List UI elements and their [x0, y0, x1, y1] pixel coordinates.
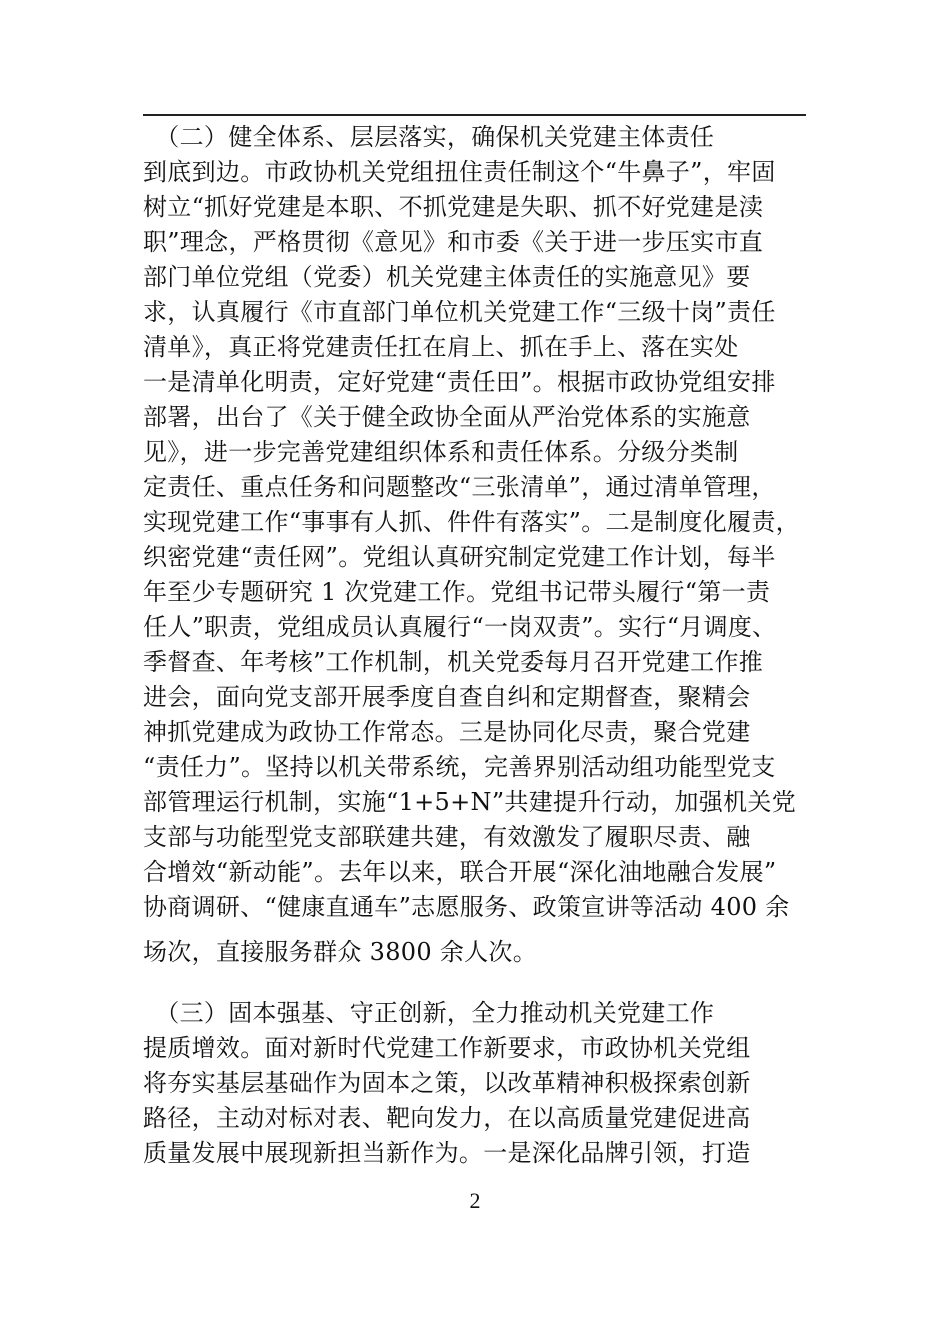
text-line: 清单》，真正将党建责任扛在肩上、抓在手上、落在实处	[143, 333, 739, 361]
text-line: 织密党建“责任网”。党组认真研究制定党建工作计划，每半	[143, 543, 776, 571]
page-number: 2	[469, 1188, 481, 1213]
text-line: （二）健全体系、层层落实，确保机关党建主体责任	[143, 123, 715, 151]
text-line: 职”理念，严格贯彻《意见》和市委《关于进一步压实市直	[143, 228, 764, 256]
text-line: 任人”职责，党组成员认真履行“一岗双责”。实行“月调度、	[143, 613, 777, 641]
header-rule	[143, 114, 806, 116]
text-line: 到底到边。市政协机关党组扭住责任制这个“牛鼻子”，牢固	[143, 158, 776, 186]
text-line: 合增效“新动能”。去年以来，联合开展“深化油地融合发展”	[143, 858, 777, 886]
text-line: 季督查、年考核”工作机制，机关党委每月召开党建工作推	[143, 648, 764, 676]
paragraph-spacer	[143, 970, 806, 996]
text-line: 协商调研、“健康直通车”志愿服务、政策宣讲等活动 400 余	[143, 893, 790, 921]
text-line: 路径，主动对标对表、靶向发力，在以高质量党建促进高	[143, 1104, 751, 1132]
text-line: 进会，面向党支部开展季度自查自纠和定期督查，聚精会	[143, 683, 751, 711]
text-line: 一是清单化明责，定好党建“责任田”。根据市政协党组安排	[143, 368, 776, 396]
text-line: （三）固本强基、守正创新，全力推动机关党建工作	[143, 999, 715, 1027]
text-line: 实现党建工作“事事有人抓、件件有落实”。二是制度化履责，	[143, 508, 800, 536]
text-line: 部门单位党组（党委）机关党建主体责任的实施意见》要	[143, 263, 751, 291]
text-line: 年至少专题研究 1 次党建工作。党组书记带头履行“第一责	[143, 578, 771, 606]
text-line: 支部与功能型党支部联建共建，有效激发了履职尽责、融	[143, 823, 751, 851]
paragraph-section-two	[143, 120, 806, 970]
text-line: 提质增效。面对新时代党建工作新要求，市政协机关党组	[143, 1034, 751, 1062]
text-line: 求，认真履行《市直部门单位机关党建工作“三级十岗”责任	[143, 298, 776, 326]
text-line: “责任力”。坚持以机关带系统，完善界别活动组功能型党支	[143, 753, 776, 781]
text-line: 见》，进一步完善党建组织体系和责任体系。分级分类制	[143, 438, 739, 466]
text-line: 场次，直接服务群众 3800 余人次。	[143, 938, 538, 966]
text-line: 部署，出台了《关于健全政协全面从严治党体系的实施意	[143, 403, 751, 431]
text-line: 定责任、重点任务和问题整改“三张清单”，通过清单管理，	[143, 473, 776, 501]
paragraph-section-three	[143, 996, 806, 1171]
text-line: 将夯实基层基础作为固本之策，以改革精神积极探索创新	[143, 1069, 751, 1097]
text-line: 神抓党建成为政协工作常态。三是协同化尽责，聚合党建	[143, 718, 751, 746]
text-line: 质量发展中展现新担当新作为。一是深化品牌引领，打造	[143, 1139, 751, 1167]
text-line: 树立“抓好党建是本职、不抓党建是失职、抓不好党建是渎	[143, 193, 764, 221]
text-line: 部管理运行机制，实施“1+5+N”共建提升行动，加强机关党	[143, 788, 796, 816]
document-body	[143, 120, 806, 1171]
